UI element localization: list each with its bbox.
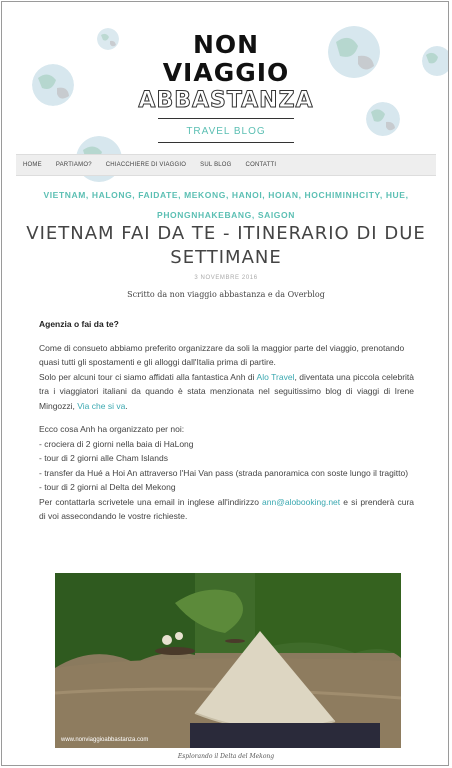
paragraph: Come di consueto abbiamo preferito organizzare da soli la maggior parte del viaggio, prenotando quasi tutti gli spostamenti e gli alloggi dall'Italia prima di partire. [39, 342, 405, 367]
email-link[interactable]: ann@alobooking.net [262, 496, 341, 507]
logo-divider [158, 118, 294, 119]
nav-item-partiamo[interactable]: PARTIAMO? [55, 162, 92, 168]
spacer [39, 413, 414, 422]
tag-link[interactable]: SAIGON [257, 210, 295, 220]
logo-tagline: TRAVEL BLOG [186, 126, 266, 137]
list-item: - tour di 2 giorni al Delta del Mekong [39, 482, 176, 492]
post-body [39, 317, 414, 524]
paragraph-text: e si prenderà cura di voi assecondando le vostre richieste. [39, 496, 414, 521]
post-title: VIETNAM FAI DA TE - ITINERARIO DI DUE SETTIMANE [26, 223, 426, 268]
post-tags: VIETNAM, HALONG, FAIDATE, MEKONG, HANOI, HOIAN, HOCHIMINHCITY, HUE, PHONGNHAKEBANG, SAIGON [43, 190, 409, 220]
section-heading: Agenzia o fai da te? [39, 319, 119, 329]
paragraph-text: Solo per alcuni tour ci siamo affidati alla fantastica Anh di [39, 371, 257, 382]
nav-item-contatti[interactable]: CONTATTI [245, 162, 277, 168]
paragraph [39, 495, 414, 524]
list-item: - tour di 2 giorni alle Cham Islands [39, 453, 168, 463]
list-item: - crociera di 2 giorni nella baia di HaLong [39, 438, 194, 449]
logo-line-3[interactable]: ABBASTANZA [138, 88, 314, 113]
post-byline: Scritto da non viaggio abbastanza e da Overblog [127, 290, 325, 299]
tag-link[interactable]: MEKONG [184, 190, 226, 200]
mekong-photo [55, 573, 401, 748]
logo-divider [158, 142, 294, 143]
alo-travel-link[interactable]: Alo Travel [256, 371, 295, 382]
list-item: - transfer da Hué a Hoi An attraverso l'Hai Van pass (strada panoramica con soste lungo il tragitto) [39, 467, 409, 478]
tag-link[interactable]: FAIDATE [138, 190, 179, 200]
page-frame [1, 1, 449, 766]
nav-item-chiacchiere[interactable]: CHIACCHIERE DI VIAGGIO [105, 162, 187, 168]
photo-caption: Esplorando il Delta del Mekong [177, 753, 275, 760]
site-header [2, 2, 449, 154]
post-date: 3 NOVEMBRE 2016 [194, 275, 258, 281]
logo-line-2[interactable]: VIAGGIO [162, 58, 290, 87]
tag-link[interactable]: HOCHIMINHCITY [304, 190, 380, 200]
paragraph-text: Per contattarla scrivetele una email in inglese all'indirizzo [39, 496, 263, 507]
nav-item-home[interactable]: HOME [23, 162, 42, 168]
tag-link[interactable]: PHONGNHAKEBANG [157, 210, 252, 220]
paragraph-text: , diventata una piccola celebrità tra i viaggiatori italiani da quando è stata menzionata nel seguitissimo blog di viaggi di Irene Mingozzi, [39, 371, 415, 411]
nav-item-sul-blog[interactable]: SUL BLOG [200, 162, 232, 168]
main-nav [16, 154, 436, 176]
paragraph [39, 370, 414, 414]
paragraph-text: . [125, 400, 128, 411]
list-intro: Ecco cosa Anh ha organizzato per noi: [39, 424, 185, 434]
tag-link[interactable]: HANOI [231, 190, 263, 200]
logo-line-1[interactable]: NON [192, 30, 260, 59]
photo-watermark: www.nonviaggioabbastanza.com [61, 737, 149, 743]
tag-link[interactable]: HALONG [91, 190, 133, 200]
tag-link[interactable]: HUE [385, 190, 406, 200]
via-che-si-va-link[interactable]: Via che si va [77, 400, 126, 411]
tag-link[interactable]: HOIAN [268, 190, 299, 200]
tag-link[interactable]: VIETNAM [43, 190, 86, 200]
